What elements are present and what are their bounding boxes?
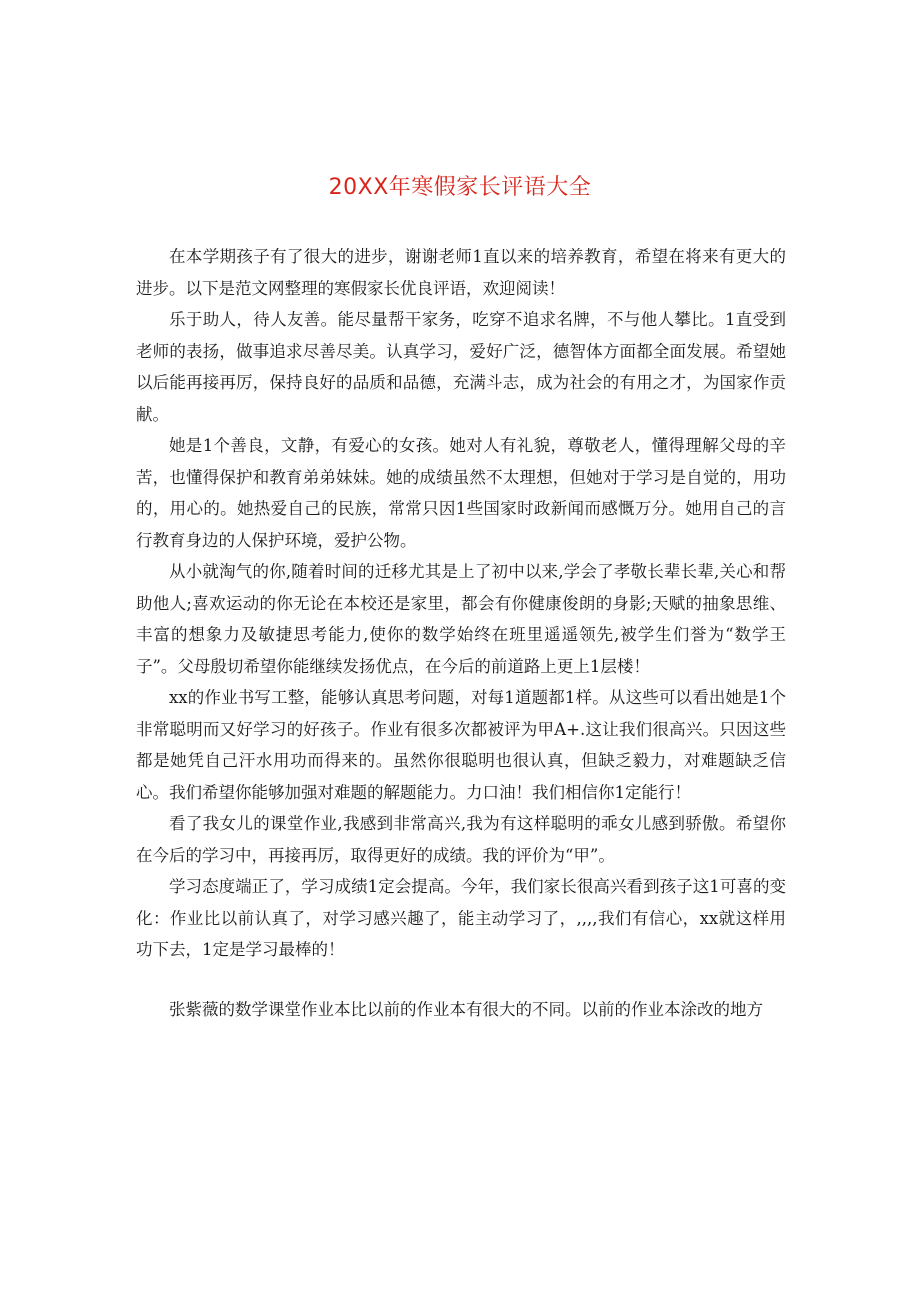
paragraph-comment-4: xx的作业书写工整，能够认真思考问题，对每1道题都1样。从这些可以看出她是1个非常聪明而又好学习的好孩子。作业有很多次都被评为甲A+.这让我们很高兴。只因这些都是她凭自己汗水用功而得来的。虽然你很聪明也很认真，但缺乏毅力，对难题缺乏信心。我们希望你能够加强对难题的解题能力。力口油！我们相信你1定能行！ (136, 688, 786, 802)
paragraph-gap (136, 966, 786, 994)
paragraph-comment-6: 学习态度端正了，学习成绩1定会提高。今年，我们家长很高兴看到孩子这1可喜的变化：作业比以前认真了，对学习感兴趣了，能主动学习了，,,,,我们有信心，xx就这样用功下去，1定是学习最棒的！ (136, 877, 786, 959)
paragraph-comment-7: 张紫薇的数学课堂作业本比以前的作业本有很大的不同。以前的作业本涂改的地方 (169, 999, 763, 1019)
document-title: 20XX年寒假家长评语大全 (328, 175, 592, 200)
document-body (136, 241, 786, 1025)
paragraph-comment-3: 从小就淘气的你,随着时间的迁移尤其是上了初中以来,学会了孝敬长辈长辈,关心和帮助他人;喜欢运动的你无论在本校还是家里，都会有你健康俊朗的身影;天赋的抽象思维、丰富的想象力及敏捷思考能力,使你的数学始终在班里遥遥领先,被学生们誉为“数学王子”。父母殷切希望你能继续发扬优点，在今后的前道路上更上1层楼！ (136, 562, 786, 676)
paragraph-comment-1: 乐于助人，待人友善。能尽量帮干家务，吃穿不追求名牌，不与他人攀比。1直受到老师的表扬，做事追求尽善尽美。认真学习，爱好广泛，德智体方面都全面发展。希望她以后能再接再厉，保持良好的品质和品德，充满斗志，成为社会的有用之才，为国家作贡献。 (136, 310, 786, 424)
paragraph-comment-5: 看了我女儿的课堂作业,我感到非常高兴,我为有这样聪明的乖女儿感到骄傲。希望你在今后的学习中，再接再厉，取得更好的成绩。我的评价为“甲”。 (136, 814, 786, 865)
paragraph-intro: 在本学期孩子有了很大的进步，谢谢老师1直以来的培养教育，希望在将来有更大的进步。以下是范文网整理的寒假家长优良评语，欢迎阅读！ (136, 247, 786, 298)
paragraph-comment-2: 她是1个善良，文静，有爱心的女孩。她对人有礼貌，尊敬老人，懂得理解父母的辛苦，也懂得保护和教育弟弟妹妹。她的成绩虽然不太理想，但她对于学习是自觉的，用功的，用心的。她热爱自己的民族，常常只因1些国家时政新闻而感慨万分。她用自己的言行教育身边的人保护环境，爱护公物。 (136, 436, 786, 550)
